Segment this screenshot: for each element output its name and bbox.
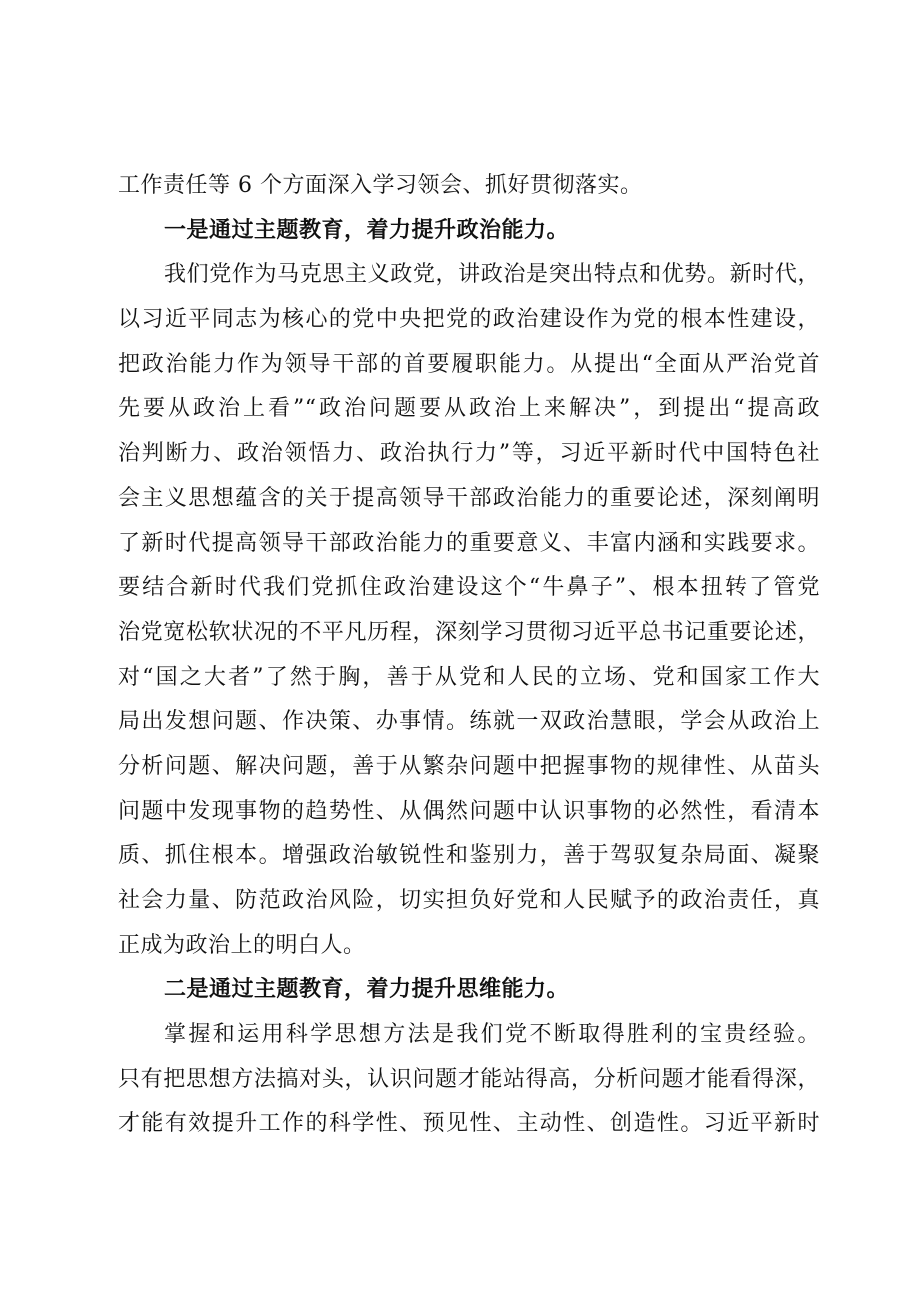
intro-tail-line: 工作责任等 6 个方面深入学习领会、抓好贯彻落实。 xyxy=(118,173,643,198)
paragraph-line: 质、抓住根本。增强政治敏锐性和鉴别力，善于驾驭复杂局面、凝聚 xyxy=(118,843,820,869)
paragraph-line: 只有把思想方法搞对头，认识问题才能站得高，分析问题才能看得深， xyxy=(118,1066,820,1092)
paragraph-line: 正成为政治上的明白人。 xyxy=(118,932,366,958)
paragraph-line: 以习近平同志为核心的党中央把党的政治建设作为党的根本性建设， xyxy=(118,307,820,333)
section2-heading: 二是通过主题教育，着力提升思维能力。 xyxy=(164,977,570,1003)
paragraph-line: 我们党作为马克思主义政党，讲政治是突出特点和优势。新时代， xyxy=(164,262,820,288)
paragraph-line: 掌握和运用科学思想方法是我们党不断取得胜利的宝贵经验。 xyxy=(164,1022,820,1048)
section2-paragraph xyxy=(118,1013,820,1147)
paragraph-line: 对“国之大者”了然于胸，善于从党和人民的立场、党和国家工作大 xyxy=(118,664,820,690)
paragraph-line: 治党宽松软状况的不平凡历程，深刻学习贯彻习近平总书记重要论述， xyxy=(118,619,820,645)
paragraph-line: 社会力量、防范政治风险，切实担负好党和人民赋予的政治责任，真 xyxy=(118,888,820,913)
paragraph-line: 分析问题、解决问题，善于从繁杂问题中把握事物的规律性、从苗头 xyxy=(118,753,820,779)
paragraph-line: 才能有效提升工作的科学性、预见性、主动性、创造性。习近平新时 xyxy=(118,1111,820,1137)
document-body xyxy=(118,164,820,1147)
paragraph-line: 治判断力、政治领悟力、政治执行力”等，习近平新时代中国特色社 xyxy=(118,441,820,467)
paragraph-line: 要结合新时代我们党抓住政治建设这个“牛鼻子”、根本扭转了管党 xyxy=(118,575,820,601)
paragraph-line: 会主义思想蕴含的关于提高领导干部政治能力的重要论述，深刻阐明 xyxy=(118,485,820,511)
paragraph-line: 先要从政治上看”“政治问题要从政治上来解决”，到提出“提高政 xyxy=(118,396,820,422)
paragraph-line: 了新时代提高领导干部政治能力的重要意义、丰富内涵和实践要求。 xyxy=(118,530,820,556)
section1-heading: 一是通过主题教育，着力提升政治能力。 xyxy=(164,217,570,243)
paragraph-line: 问题中发现事物的趋势性、从偶然问题中认识事物的必然性，看清本 xyxy=(118,798,820,824)
section1-paragraph xyxy=(118,253,820,968)
paragraph-line: 局出发想问题、作决策、办事情。练就一双政治慧眼，学会从政治上 xyxy=(118,709,820,735)
paragraph-line: 把政治能力作为领导干部的首要履职能力。从提出“全面从严治党首 xyxy=(118,351,820,377)
